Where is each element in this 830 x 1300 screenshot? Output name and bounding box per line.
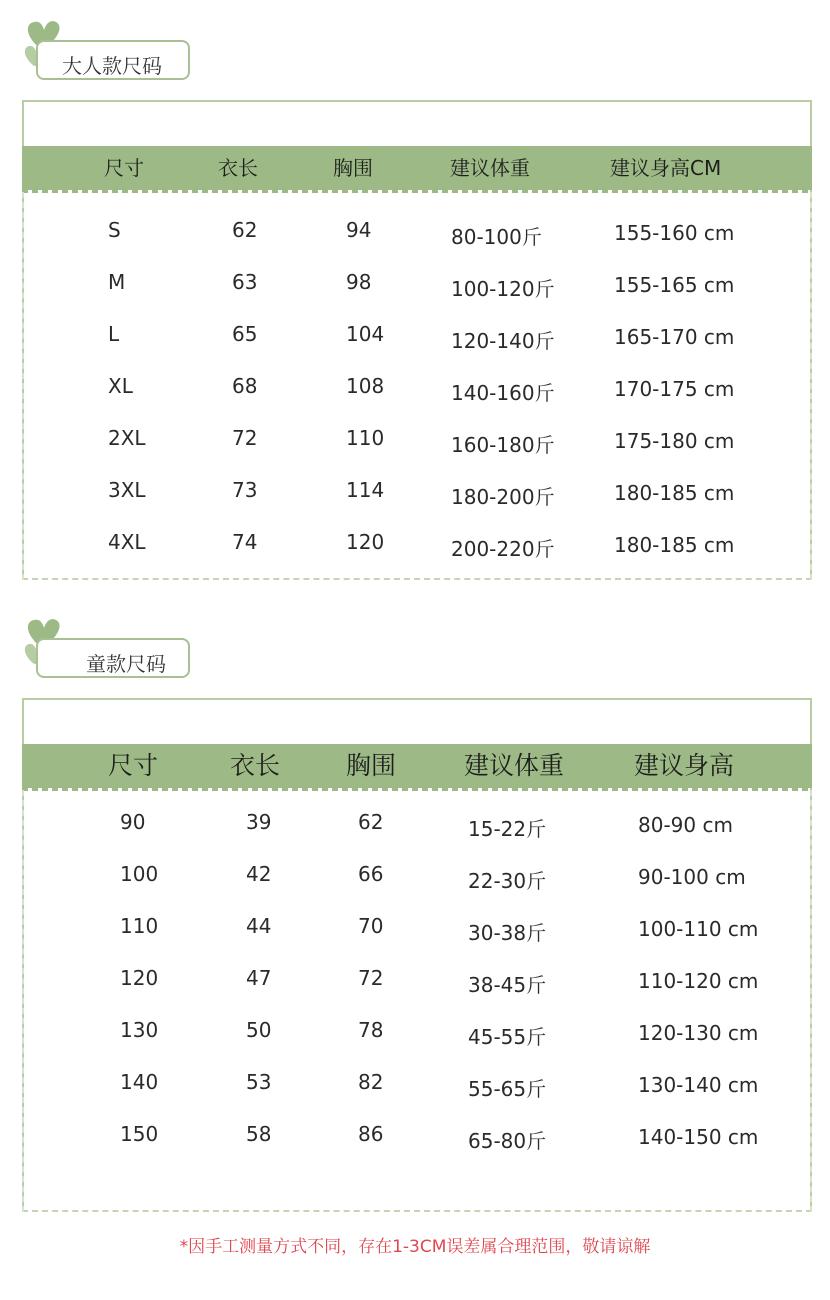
table-cell: 78 <box>358 1018 384 1042</box>
table-cell: 108 <box>346 374 385 398</box>
kids-badge-title: 童款尺码 <box>86 652 166 676</box>
table-cell: 80-100斤 <box>451 225 542 249</box>
header-size: 尺寸 <box>108 751 159 780</box>
table-cell: 180-200斤 <box>451 485 555 509</box>
table-cell: L <box>108 322 120 346</box>
table-cell: 200-220斤 <box>451 537 555 561</box>
table-cell: 175-180 cm <box>614 429 735 453</box>
table-cell: 140-150 cm <box>638 1125 759 1149</box>
table-cell: 73 <box>232 478 258 502</box>
table-cell: 90 <box>120 810 146 834</box>
adult-section-badge <box>20 10 195 78</box>
table-cell: 100-110 cm <box>638 917 759 941</box>
table-cell: 30-38斤 <box>468 921 547 945</box>
table-cell: 180-185 cm <box>614 533 735 557</box>
adult-header-row <box>22 146 812 190</box>
table-cell: 98 <box>346 270 372 294</box>
table-cell: 130-140 cm <box>638 1073 759 1097</box>
table-cell: 62 <box>358 810 384 834</box>
table-cell: 44 <box>246 914 272 938</box>
table-cell: 140 <box>120 1070 159 1094</box>
header-height: 建议身高 <box>634 751 735 780</box>
header-length: 衣长 <box>218 156 258 180</box>
adult-badge-title: 大人款尺码 <box>62 54 162 78</box>
table-cell: 120-140斤 <box>451 329 555 353</box>
table-cell: 68 <box>232 374 258 398</box>
table-cell: 4XL <box>108 530 146 554</box>
table-cell: 66 <box>358 862 384 886</box>
table-cell: 150 <box>120 1122 159 1146</box>
kids-size-table <box>22 698 812 1212</box>
table-cell: 72 <box>232 426 258 450</box>
table-cell: 114 <box>346 478 385 502</box>
table-cell: 72 <box>358 966 384 990</box>
kids-section-badge <box>20 608 195 676</box>
table-cell: 155-160 cm <box>614 221 735 245</box>
table-cell: S <box>108 218 121 242</box>
table-cell: 70 <box>358 914 384 938</box>
table-cell: 110 <box>120 914 159 938</box>
table-cell: 53 <box>246 1070 272 1094</box>
table-cell: 110 <box>346 426 385 450</box>
table-cell: 42 <box>246 862 272 886</box>
table-cell: 82 <box>358 1070 384 1094</box>
header-size: 尺寸 <box>104 156 144 180</box>
table-cell: 155-165 cm <box>614 273 735 297</box>
table-cell: 100-120斤 <box>451 277 555 301</box>
table-cell: 2XL <box>108 426 146 450</box>
table-cell: 45-55斤 <box>468 1025 547 1049</box>
table-cell: 120-130 cm <box>638 1021 759 1045</box>
table-cell: 47 <box>246 966 272 990</box>
table-cell: 120 <box>120 966 159 990</box>
table-cell: 165-170 cm <box>614 325 735 349</box>
table-cell: 55-65斤 <box>468 1077 547 1101</box>
table-cell: 63 <box>232 270 258 294</box>
table-cell: 62 <box>232 218 258 242</box>
header-length: 衣长 <box>230 751 281 780</box>
table-cell: 100 <box>120 862 159 886</box>
table-cell: 110-120 cm <box>638 969 759 993</box>
table-cell: 180-185 cm <box>614 481 735 505</box>
adult-size-table <box>22 100 812 580</box>
table-cell: 22-30斤 <box>468 869 547 893</box>
header-height: 建议身高CM <box>610 156 722 180</box>
measurement-note: *因手工测量方式不同，存在1-3CM误差属合理范围，敬请谅解 <box>179 1237 651 1257</box>
table-cell: 38-45斤 <box>468 973 547 997</box>
header-chest: 胸围 <box>346 751 397 780</box>
table-cell: 15-22斤 <box>468 817 547 841</box>
table-cell: 74 <box>232 530 258 554</box>
table-cell: 140-160斤 <box>451 381 555 405</box>
table-cell: M <box>108 270 126 294</box>
kids-header-row <box>22 744 812 788</box>
table-cell: 3XL <box>108 478 146 502</box>
table-cell: XL <box>108 374 133 398</box>
header-chest: 胸围 <box>333 156 373 180</box>
table-cell: 90-100 cm <box>638 865 746 889</box>
table-cell: 130 <box>120 1018 159 1042</box>
table-cell: 80-90 cm <box>638 813 733 837</box>
table-cell: 170-175 cm <box>614 377 735 401</box>
table-cell: 120 <box>346 530 385 554</box>
table-cell: 94 <box>346 218 372 242</box>
table-cell: 65-80斤 <box>468 1129 547 1153</box>
table-cell: 65 <box>232 322 258 346</box>
table-cell: 86 <box>358 1122 384 1146</box>
table-cell: 58 <box>246 1122 272 1146</box>
table-cell: 50 <box>246 1018 272 1042</box>
header-weight: 建议体重 <box>450 156 530 180</box>
table-cell: 104 <box>346 322 385 346</box>
table-cell: 160-180斤 <box>451 433 555 457</box>
header-weight: 建议体重 <box>464 751 565 780</box>
table-cell: 39 <box>246 810 272 834</box>
